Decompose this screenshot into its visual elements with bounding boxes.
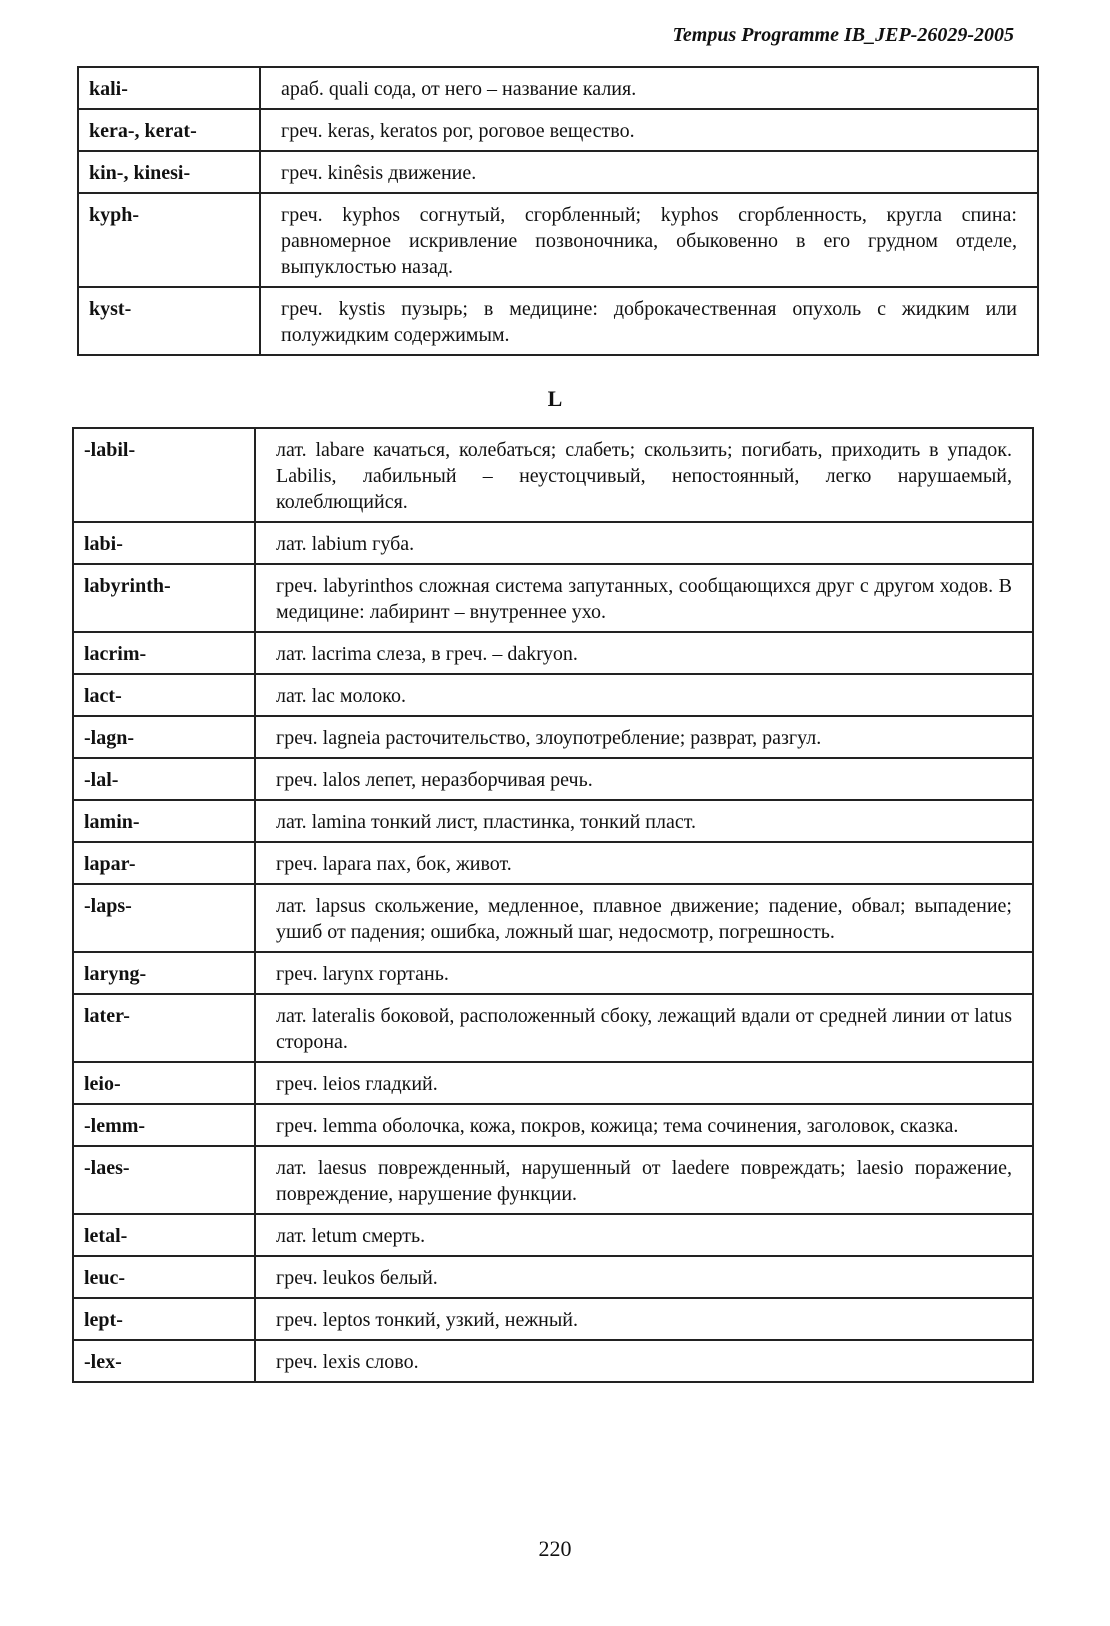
entry-definition: греч. leptos тонкий, узкий, нежный.: [255, 1298, 1033, 1340]
entry-term: -laes-: [73, 1146, 255, 1214]
entry-definition: араб. quali сода, от него – название калия.: [260, 67, 1038, 109]
table-row: [73, 522, 1033, 564]
table-row: [78, 151, 1038, 193]
table-row: [73, 716, 1033, 758]
table-row: [73, 758, 1033, 800]
entry-definition: греч. leios гладкий.: [255, 1062, 1033, 1104]
entry-term: labi-: [73, 522, 255, 564]
entry-definition: греч. labyrinthos сложная система запутанных, сообщающихся друг с другом ходов. В медицине: лабиринт – внутреннее ухо.: [255, 564, 1033, 632]
entry-term: -laps-: [73, 884, 255, 952]
table-row: [73, 632, 1033, 674]
page-number: 220: [538, 1536, 572, 1561]
entry-definition: греч. lapara пах, бок, живот.: [255, 842, 1033, 884]
entry-term: kyst-: [78, 287, 260, 355]
entry-definition: лат. lac молоко.: [255, 674, 1033, 716]
entry-term: lapar-: [73, 842, 255, 884]
entry-definition: греч. leukos белый.: [255, 1256, 1033, 1298]
table-row: [73, 1214, 1033, 1256]
entry-term: leuc-: [73, 1256, 255, 1298]
entry-definition: лат. letum смерть.: [255, 1214, 1033, 1256]
entry-term: laryng-: [73, 952, 255, 994]
table-row: [78, 193, 1038, 287]
entry-definition: греч. larynx гортань.: [255, 952, 1033, 994]
entry-term: lamin-: [73, 800, 255, 842]
table-row: [78, 67, 1038, 109]
entry-definition: греч. kystis пузырь; в медицине: доброкачественная опухоль с жидким или полужидким содержимым.: [260, 287, 1038, 355]
table-row: [73, 564, 1033, 632]
table-row: [73, 1298, 1033, 1340]
entry-definition: лат. laesus поврежденный, нарушенный от laedere повреждать; laesio поражение, повреждение, нарушение функции.: [255, 1146, 1033, 1214]
table-row: [73, 1146, 1033, 1214]
entry-definition: греч. lalos лепет, неразборчивая речь.: [255, 758, 1033, 800]
table-row: [73, 1062, 1033, 1104]
entry-term: -lal-: [73, 758, 255, 800]
entry-term: -lagn-: [73, 716, 255, 758]
entry-term: letal-: [73, 1214, 255, 1256]
entry-definition: греч. kinêsis движение.: [260, 151, 1038, 193]
entry-definition: греч. keras, keratos рог, роговое вещество.: [260, 109, 1038, 151]
table-row: [73, 952, 1033, 994]
table-row: [73, 1104, 1033, 1146]
entry-term: -lemm-: [73, 1104, 255, 1146]
glossary-body-k: [78, 67, 1038, 355]
entry-definition: лат. labare качаться, колебаться; слабеть; скользить; погибать, приходить в упадок. Labilis, лабильный – неустоцчивый, непостоянный, легко нарушаемый, колеблющийся.: [255, 428, 1033, 522]
glossary-body-l: [73, 428, 1033, 1382]
entry-term: leio-: [73, 1062, 255, 1104]
table-row: [73, 884, 1033, 952]
table-row: [73, 1256, 1033, 1298]
entry-definition: греч. lemma оболочка, кожа, покров, кожица; тема сочинения, заголовок, сказка.: [255, 1104, 1033, 1146]
entry-definition: греч. lexis слово.: [255, 1340, 1033, 1382]
entry-term: lact-: [73, 674, 255, 716]
entry-term: kyph-: [78, 193, 260, 287]
entry-term: labyrinth-: [73, 564, 255, 632]
table-row: [78, 287, 1038, 355]
entry-definition: лат. lapsus скольжение, медленное, плавное движение; падение, обвал; выпадение; ушиб от падения; ошибка, ложный шаг, недосмотр, погрешность.: [255, 884, 1033, 952]
entry-term: lept-: [73, 1298, 255, 1340]
table-row: [73, 1340, 1033, 1382]
entry-term: lacrim-: [73, 632, 255, 674]
entry-definition: лат. lamina тонкий лист, пластинка, тонкий пласт.: [255, 800, 1033, 842]
table-row: [73, 842, 1033, 884]
table-row: [73, 800, 1033, 842]
entry-term: kera-, kerat-: [78, 109, 260, 151]
entry-definition: греч. kyphos согнутый, сгорбленный; kyphos сгорбленность, кругла спина: равномерное искривление позвоночника, обыковенно в его грудном отделе, выпуклостью назад.: [260, 193, 1038, 287]
entry-term: later-: [73, 994, 255, 1062]
section-letter: L: [547, 386, 563, 411]
entry-definition: лат. lateralis боковой, расположенный сбоку, лежащий вдали от средней линии от latus сторона.: [255, 994, 1033, 1062]
table-row: [78, 109, 1038, 151]
entry-term: kali-: [78, 67, 260, 109]
entry-definition: лат. lacrima слеза, в греч. – dakryon.: [255, 632, 1033, 674]
table-row: [73, 674, 1033, 716]
entry-term: -lex-: [73, 1340, 255, 1382]
entry-term: kin-, kinesi-: [78, 151, 260, 193]
glossary-table-k: [77, 66, 1039, 356]
glossary-table-l: [72, 427, 1034, 1383]
entry-definition: греч. lagneia расточительство, злоупотребление; разврат, разгул.: [255, 716, 1033, 758]
entry-definition: лат. labium губа.: [255, 522, 1033, 564]
table-row: [73, 994, 1033, 1062]
entry-term: -labil-: [73, 428, 255, 522]
table-row: [73, 428, 1033, 522]
running-header: Tempus Programme IB_JEP-26029-2005: [672, 24, 1014, 46]
